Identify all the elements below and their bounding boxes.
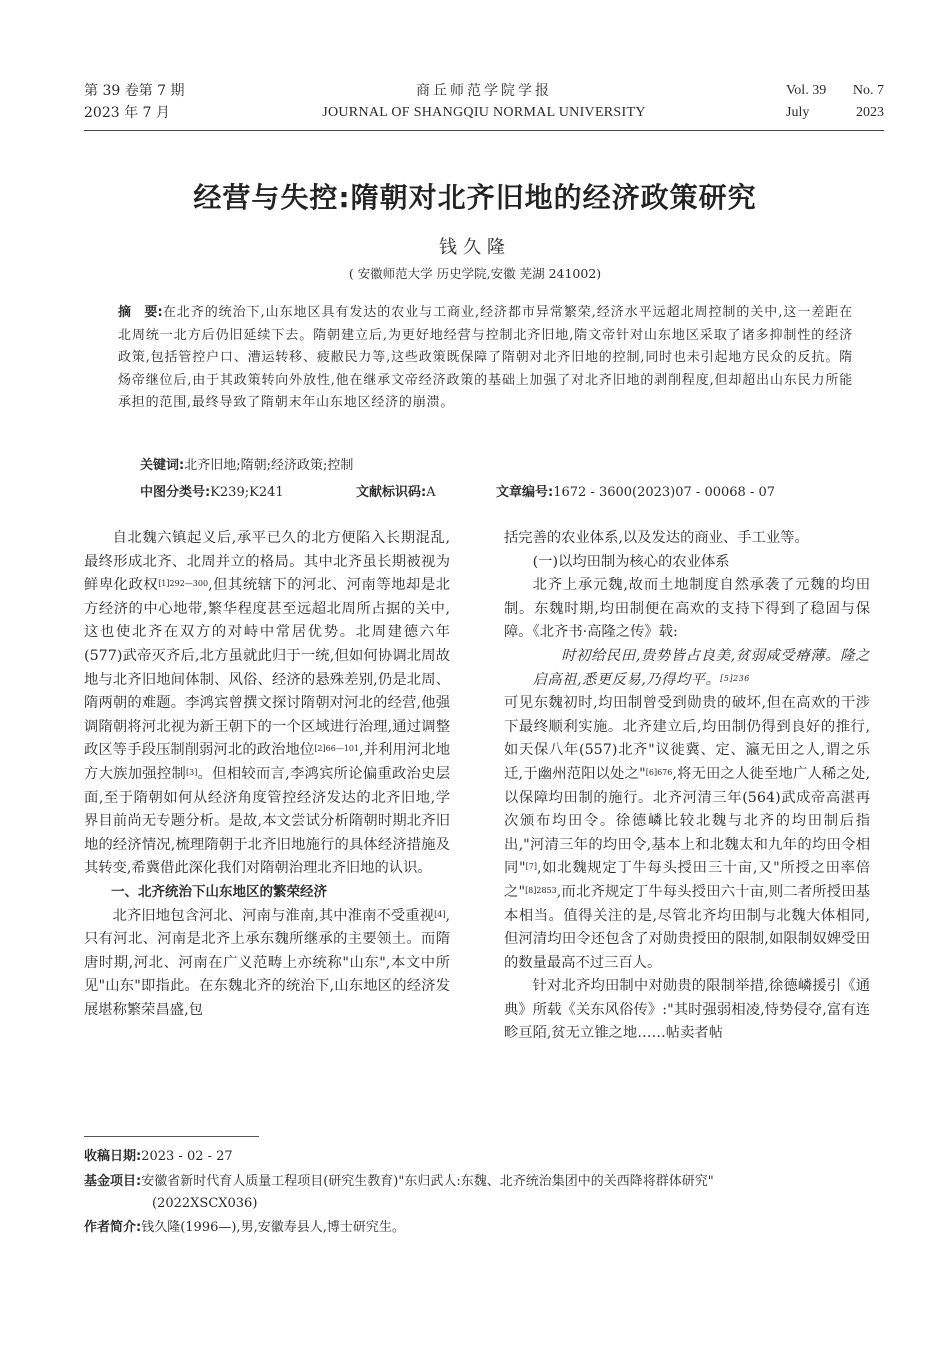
author-name: 钱久隆 bbox=[439, 237, 511, 258]
clc-label: 中图分类号: bbox=[140, 485, 211, 500]
document-code-label: 文献标识码: bbox=[356, 485, 427, 500]
citation: [5]236 bbox=[720, 673, 750, 683]
continued-paragraph: 括完善的农业体系,以及发达的商业、手工业等。 bbox=[504, 530, 809, 546]
section-paragraph bbox=[84, 905, 450, 1023]
intro-text-4: 。但相较而言,李鸿宾所论偏重政治史层面,至于隋朝如何从经济角度管控经济发达的北齐旧地,学界目前尚无专题分析。是故,本文尝试分析隋朝时期北齐旧地的经济情况,梳理隋朝于北齐旧地施行的具体经济措施及其转变,希冀借此深化我们对隋朝治理北齐旧地的认识。 bbox=[84, 765, 451, 877]
paragraph-text-3: ,如北魏规定丁牛每头授田三十亩,又"所授之田率倍之" bbox=[504, 860, 870, 900]
journal-name-cn: 商丘师范学院学报 bbox=[416, 83, 552, 99]
keywords bbox=[140, 454, 353, 473]
journal-name-en: JOURNAL OF SHANGQIU NORMAL UNIVERSITY bbox=[322, 105, 646, 120]
intro-paragraph bbox=[84, 527, 450, 881]
header-rule bbox=[84, 130, 884, 131]
header-center bbox=[84, 80, 884, 124]
paragraph: 针对北齐均田制中对勋贵的限制举措,徐德嶙援引《通典》所载《关东风俗传》:"其时强弱相凌,恃势侵夺,富有连畛亘陌,贫无立锥之地……帖卖者帖 bbox=[504, 978, 870, 1042]
paragraph-text-1: 可见东魏初时,均田制曾受到勋贵的破坏,但在高欢的干涉下最终顺利实施。北齐建立后,均田制仍得到良好的推行,如天保八年(557)北齐"议徙冀、定、瀛无田之人,谓之乐迁,于幽州范阳以处之" bbox=[504, 695, 870, 782]
author-bio bbox=[84, 1217, 884, 1238]
citation: [4] bbox=[434, 909, 446, 919]
received-label: 收稿日期: bbox=[84, 1149, 142, 1164]
volume-issue-en bbox=[786, 80, 884, 102]
article-number-label: 文章编号: bbox=[496, 485, 554, 500]
intro-text-1: 自北魏六镇起义后,承平已久的北方便陷入长期混乱,最终形成北齐、北周并立的格局。其中北齐虽长期被视为鲜卑化政权 bbox=[84, 530, 450, 594]
keywords-label: 关键词: bbox=[140, 458, 185, 473]
section-text-2: ,只有河北、河南是北齐上承东魏所继承的主要领土。而隋唐时期,河北、河南在广义范畴上亦统称"山东",本文中所见"山东"即指此。在东魏北齐的统治下,山东地区的经济发展堪称繁荣昌盛,包 bbox=[84, 907, 450, 1018]
citation: [6]676 bbox=[645, 767, 673, 777]
abstract-label: 摘 要: bbox=[118, 305, 163, 320]
fund-value: 安徽省新时代育人质量工程项目(研究生教育)"东归武人:东魏、北齐统治集团中的关西降将群体研究" bbox=[141, 1174, 714, 1189]
quote-text: 时初给民田,贵势皆占良美,贫弱咸受瘠薄。隆之启高祖,悉更反易,乃得均平。 bbox=[532, 647, 870, 688]
footnote-rule bbox=[84, 1136, 259, 1137]
bio-value: 钱久隆(1996—),男,安徽寿县人,博士研究生。 bbox=[141, 1220, 405, 1235]
issue-en: No. 7 bbox=[852, 83, 884, 98]
month-en: July bbox=[786, 105, 810, 120]
body-left-column bbox=[84, 527, 450, 1022]
clc-value: K239;K241 bbox=[210, 485, 284, 500]
paragraph: 北齐上承元魏,故而土地制度自然承袭了元魏的均田制。东魏时期,均田制便在高欢的支持下得到了稳固与保障。《北齐书·高隆之传》载: bbox=[504, 577, 870, 641]
volume-en: Vol. 39 bbox=[786, 83, 827, 98]
keywords-text: 北齐旧地;隋朝;经济政策;控制 bbox=[184, 458, 354, 473]
date-cn: 2023 年 7 月 bbox=[84, 105, 170, 121]
clc-number bbox=[140, 481, 284, 500]
fund-code: (2022XSCX036) bbox=[152, 1196, 258, 1211]
article-number-value: 1672 - 3600(2023)07 - 00068 - 07 bbox=[553, 485, 776, 500]
document-code-value: A bbox=[426, 485, 436, 500]
year-en: 2023 bbox=[856, 105, 884, 120]
header-right bbox=[786, 80, 884, 124]
paragraph-text-4: ,而北齐规定丁牛每头授田六十亩,则二者所授田基本相当。值得关注的是,尽管北齐均田制与北魏大体相同,但河清均田令还包含了对勋贵授田的限制,如限制奴婢受田的数量最高不过三百人。 bbox=[504, 883, 871, 971]
citation: [1]292—300 bbox=[158, 579, 209, 589]
volume-issue-cn: 第 39 卷第 7 期 bbox=[84, 83, 185, 99]
intro-text-2: ,但其统辖下的河北、河南等地却是北方经济的中心地带,繁华程度甚至远超北周所占据的关中,这也使北齐在双方的对峙中常居优势。北周建德六年(577)武帝灭齐后,北方虽就此归于一统,但如何协调北周故地与北齐旧地间体制、风俗、经济的悬殊差别,仍是北周、隋两朝的难题。李鸿宾曾撰文探讨隋朝对河北的经营,他强调隋朝将河北视为新王朝下的一个区域进行治理,通过调整政区等手段压制削弱河北的政治地位 bbox=[84, 577, 450, 759]
fund-label: 基金项目: bbox=[84, 1174, 142, 1189]
article-title: 经营与失控:隋朝对北齐旧地的经济政策研究 bbox=[193, 181, 757, 214]
paragraph-text-2: ,将无田之人徙至地广人稀之处,以保障均田制的施行。北齐河清三年(564)武成帝高湛再次颁布均田令。徐德嶙比较北魏与北齐的均田制后指出,"河清三年的均田令,基本上和北魏太和九年的均田令相同" bbox=[504, 765, 870, 877]
body-right-column bbox=[504, 527, 870, 1046]
bio-label: 作者简介: bbox=[84, 1220, 142, 1235]
fund-project bbox=[84, 1171, 884, 1192]
article-number bbox=[496, 481, 775, 500]
paragraph bbox=[504, 692, 870, 975]
received-date bbox=[84, 1146, 884, 1167]
received-value: 2023 - 02 - 27 bbox=[141, 1149, 233, 1164]
document-code bbox=[356, 481, 436, 500]
abstract bbox=[118, 302, 853, 415]
section-text-1: 北齐旧地包含河北、河南与淮南,其中淮南不受重视 bbox=[112, 907, 435, 924]
running-header bbox=[84, 80, 884, 124]
subsection-heading: (一)以均田制为核心的农业体系 bbox=[532, 553, 730, 570]
citation: [8]2853 bbox=[525, 885, 557, 895]
intro-text-3: ,并利用河北地方大族加强控制 bbox=[84, 742, 451, 782]
citation: [2]66—101 bbox=[314, 744, 360, 754]
author-affiliation: ( 安徽师范大学 历史学院,安徽 芜湖 241002) bbox=[348, 266, 602, 281]
citation: [7] bbox=[525, 862, 537, 872]
abstract-text: 在北齐的统治下,山东地区具有发达的农业与工商业,经济都市异常繁荣,经济水平远超北周控制的关中,这一差距在北周统一北方后仍旧延续下去。隋朝建立后,为更好地经营与控制北齐旧地,隋文帝针对山东地区采取了诸多抑制性的经济政策,包括管控户口、漕运转移、疲敝民力等,这些政策既保障了隋朝对北齐旧地的控制,同时也未引起地方民众的反抗。隋炀帝继位后,由于其政策转向外放性,他在继承文帝经济政策的基础上加强了对北齐旧地的剥削程度,但却超出山东民力所能承担的范围,最终导致了隋朝末年山东地区经济的崩溃。 bbox=[118, 305, 853, 411]
citation: [3] bbox=[186, 767, 198, 777]
block-quote bbox=[504, 645, 870, 692]
date-en bbox=[786, 102, 884, 124]
section-heading: 一、北齐统治下山东地区的繁荣经济 bbox=[111, 883, 327, 900]
